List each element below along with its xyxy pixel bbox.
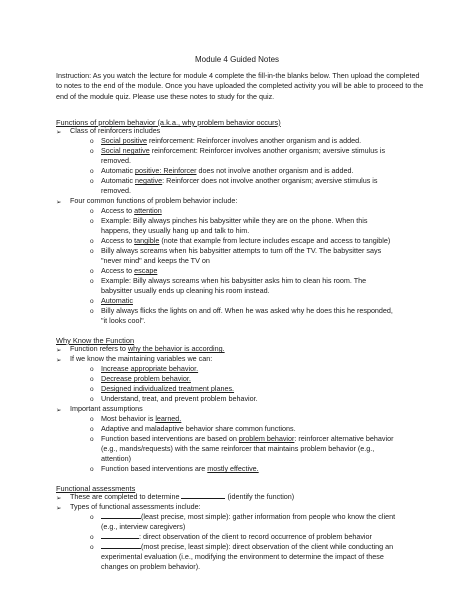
fill-blank xyxy=(101,512,141,519)
list-item: Most behavior is learned. xyxy=(101,414,182,423)
list-item: Function based interventions are based on problem behavior: reinforcer alternative behavior xyxy=(101,434,394,443)
circle-bullet: o xyxy=(90,376,94,383)
fill-blank xyxy=(181,492,225,499)
page-title: Module 4 Guided Notes xyxy=(194,55,280,64)
arrow-bullet: ➢ xyxy=(56,129,62,136)
list-item: Decrease problem behavior. xyxy=(101,374,191,383)
list-item-continuation: removed. xyxy=(101,156,131,165)
list-item: Social negative reinforcement: Reinforcer involves another organism; aversive stimulus is xyxy=(101,146,386,155)
circle-bullet: o xyxy=(90,168,94,175)
circle-bullet: o xyxy=(90,298,94,305)
section-heading-functions: Functions of problem behavior (a.k.a., why problem behavior occurs) xyxy=(56,118,281,127)
list-item-continuation: removed. xyxy=(101,186,131,195)
arrow-bullet: ➢ xyxy=(56,495,62,502)
list-item-continuation: "it looks cool". xyxy=(101,316,146,325)
circle-bullet: o xyxy=(90,386,94,393)
circle-bullet: o xyxy=(90,416,94,423)
list-item: Function based interventions are mostly effective. xyxy=(101,464,259,473)
fill-blank xyxy=(101,532,139,539)
list-item: (least precise, most simple): gather information from people who know the client xyxy=(101,512,395,522)
list-item: Example: Billy always pinches his babysitter while they are on the phone. When this xyxy=(101,216,368,225)
section-heading-why: Why Know the Function xyxy=(56,336,135,345)
circle-bullet: o xyxy=(90,514,94,521)
list-item-continuation: changes on problem behavior). xyxy=(101,562,201,571)
list-item: Social positive reinforcement: Reinforcer involves another organism and is added. xyxy=(101,136,362,145)
list-item: Automatic positive: Reinforcer does not involve another organism and is added. xyxy=(101,166,354,175)
circle-bullet: o xyxy=(90,148,94,155)
list-item-continuation: attention) xyxy=(101,454,131,463)
fill-blank xyxy=(101,542,141,549)
list-item: Increase appropriate behavior. xyxy=(101,364,199,373)
list-item: (most precise, least simple): direct observation of the client while conducting an xyxy=(101,542,393,552)
list-item: Billy always screams when his babysitter attempts to turn off the TV. The babysitter says xyxy=(101,246,382,255)
arrow-bullet: ➢ xyxy=(56,357,62,364)
list-item-continuation: babysitter usually ends up cleaning his room instead. xyxy=(101,286,270,295)
list-item: Automatic negative: Reinforcer does not involve another organism; aversive stimulus is xyxy=(101,176,378,185)
list-item: Four common functions of problem behavior include: xyxy=(70,196,238,205)
list-item: If we know the maintaining variables we can: xyxy=(70,354,213,363)
circle-bullet: o xyxy=(90,544,94,551)
circle-bullet: o xyxy=(90,278,94,285)
list-item: Important assumptions xyxy=(70,404,143,413)
list-item: Adaptive and maladaptive behavior share common functions. xyxy=(101,424,296,433)
list-item-continuation: happens, they usually hang up and talk to him. xyxy=(101,226,250,235)
section-heading-assessments: Functional assessments xyxy=(56,484,136,493)
list-item-continuation: (e.g., interview caregivers) xyxy=(101,522,186,531)
arrow-bullet: ➢ xyxy=(56,407,62,414)
arrow-bullet: ➢ xyxy=(56,505,62,512)
arrow-bullet: ➢ xyxy=(56,347,62,354)
list-item: These are completed to determine (identify the function) xyxy=(70,492,295,501)
list-item: Example: Billy always screams when his babysitter asks him to clean his room. The xyxy=(101,276,367,285)
circle-bullet: o xyxy=(90,366,94,373)
list-item: Access to escape xyxy=(101,266,158,275)
circle-bullet: o xyxy=(90,268,94,275)
list-item-continuation: "never mind" and keeps the TV on xyxy=(101,256,210,265)
circle-bullet: o xyxy=(90,396,94,403)
circle-bullet: o xyxy=(90,178,94,185)
list-item: Types of functional assessments include: xyxy=(70,502,201,511)
instruction-paragraph: Instruction: As you watch the lecture for module 4 complete the fill-in-the blanks below. Then upload the completed to notes to the end of the module. Once you have uploaded the completed activity you will be able to proceed to the end of the module quiz. Please use these notes to study for the quiz. xyxy=(56,71,424,101)
list-item-continuation: experimental evaluation (i.e., modifying the environment to determine the impact of these xyxy=(101,552,384,561)
list-item: Designed individualized treatment planes. xyxy=(101,384,235,393)
circle-bullet: o xyxy=(90,436,94,443)
circle-bullet: o xyxy=(90,208,94,215)
list-item: Class of reinforcers includes xyxy=(70,126,161,135)
list-item: Automatic xyxy=(101,296,133,305)
list-item-continuation: (e.g., mands/requests) with the same reinforcer that maintains problem behavior (e.g., xyxy=(101,444,375,453)
list-item: Function refers to why the behavior is according. xyxy=(70,344,225,353)
circle-bullet: o xyxy=(90,466,94,473)
arrow-bullet: ➢ xyxy=(56,199,62,206)
circle-bullet: o xyxy=(90,534,94,541)
circle-bullet: o xyxy=(90,138,94,145)
circle-bullet: o xyxy=(90,218,94,225)
list-item: Access to attention xyxy=(101,206,162,215)
list-item: : direct observation of the client to record occurrence of problem behavior xyxy=(101,532,372,542)
circle-bullet: o xyxy=(90,248,94,255)
list-item: Understand, treat, and prevent problem behavior. xyxy=(101,394,258,403)
circle-bullet: o xyxy=(90,426,94,433)
list-item: Access to tangible (note that example from lecture includes escape and access to tangible) xyxy=(101,236,391,245)
circle-bullet: o xyxy=(90,308,94,315)
circle-bullet: o xyxy=(90,238,94,245)
list-item: Billy always flicks the lights on and off. When he was asked why he does this he responded, xyxy=(101,306,393,315)
